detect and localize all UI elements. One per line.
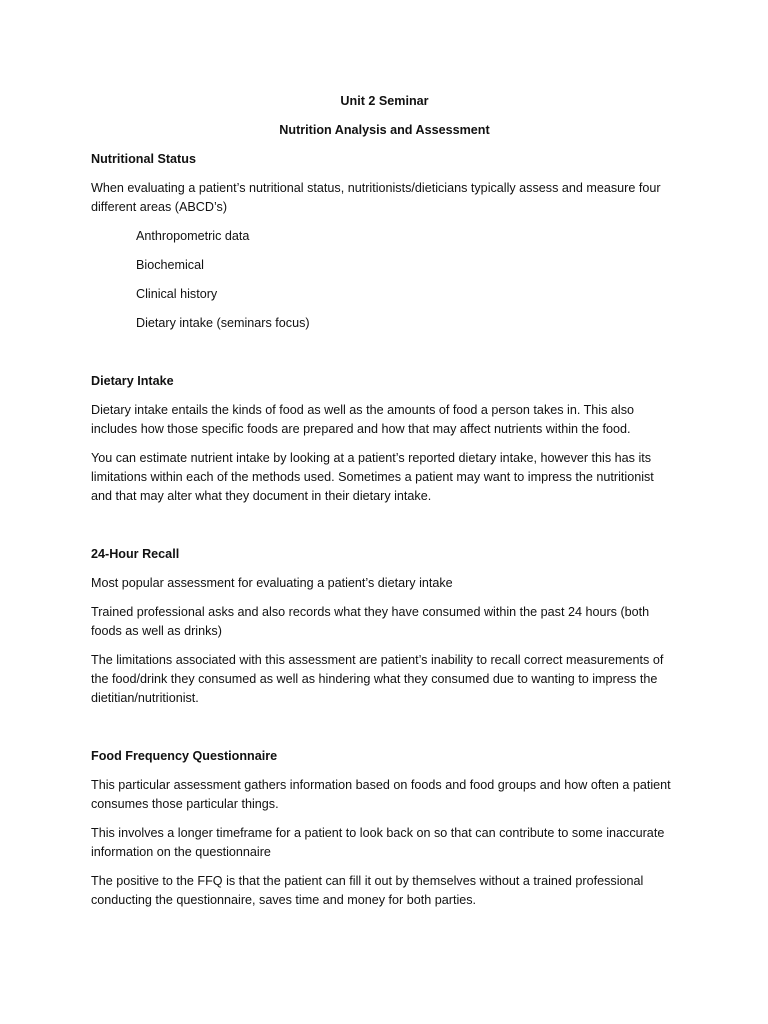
- list-item: Biochemical: [136, 258, 204, 272]
- paragraph: Dietary intake entails the kinds of food as well as the amounts of food a person takes in. This also includes how those specific foods are prepared and how that may affect nutrients within the food.: [91, 403, 635, 436]
- paragraph: Most popular assessment for evaluating a patient’s dietary intake: [91, 576, 453, 590]
- section-nutritional-status: [91, 150, 678, 333]
- paragraph: You can estimate nutrient intake by looking at a patient’s reported dietary intake, however this has its limitations within each of the methods used. Sometimes a patient may want to impress the nutritionist and that may alter what they document in their dietary intake.: [91, 451, 654, 503]
- list-item: Dietary intake (seminars focus): [136, 316, 310, 330]
- section-dietary-intake: [91, 372, 678, 506]
- assessment-areas-list: [91, 227, 678, 333]
- section-heading: 24-Hour Recall: [91, 547, 180, 561]
- section-spacer: [91, 343, 678, 372]
- paragraph: This involves a longer timeframe for a patient to look back on so that can contribute to some inaccurate information on the questionnaire: [91, 826, 665, 859]
- list-item: Clinical history: [136, 287, 218, 301]
- section-food-frequency-questionnaire: [91, 747, 678, 910]
- paragraph: The limitations associated with this assessment are patient’s inability to recall correct measurements of the food/drink they consumed as well as hindering what they consumed due to wanting to impress the dietitian/nutritionist.: [91, 653, 664, 705]
- section-24-hour-recall: [91, 545, 678, 708]
- section-heading: Dietary Intake: [91, 374, 174, 388]
- list-item: Anthropometric data: [136, 229, 250, 243]
- paragraph: This particular assessment gathers information based on foods and food groups and how often a patient consumes those particular things.: [91, 778, 671, 811]
- section-spacer: [91, 718, 678, 747]
- section-heading: Nutritional Status: [91, 152, 196, 166]
- document-subtitle: Nutrition Analysis and Assessment: [279, 123, 490, 137]
- document-title: Unit 2 Seminar: [340, 94, 429, 108]
- paragraph: When evaluating a patient’s nutritional status, nutritionists/dieticians typically assess and measure four different areas (ABCD’s): [91, 181, 661, 214]
- paragraph: The positive to the FFQ is that the patient can fill it out by themselves without a trained professional conducting the questionnaire, saves time and money for both parties.: [91, 874, 644, 907]
- paragraph: Trained professional asks and also records what they have consumed within the past 24 hours (both foods as well as drinks): [91, 605, 650, 638]
- section-spacer: [91, 516, 678, 545]
- section-heading: Food Frequency Questionnaire: [91, 749, 278, 763]
